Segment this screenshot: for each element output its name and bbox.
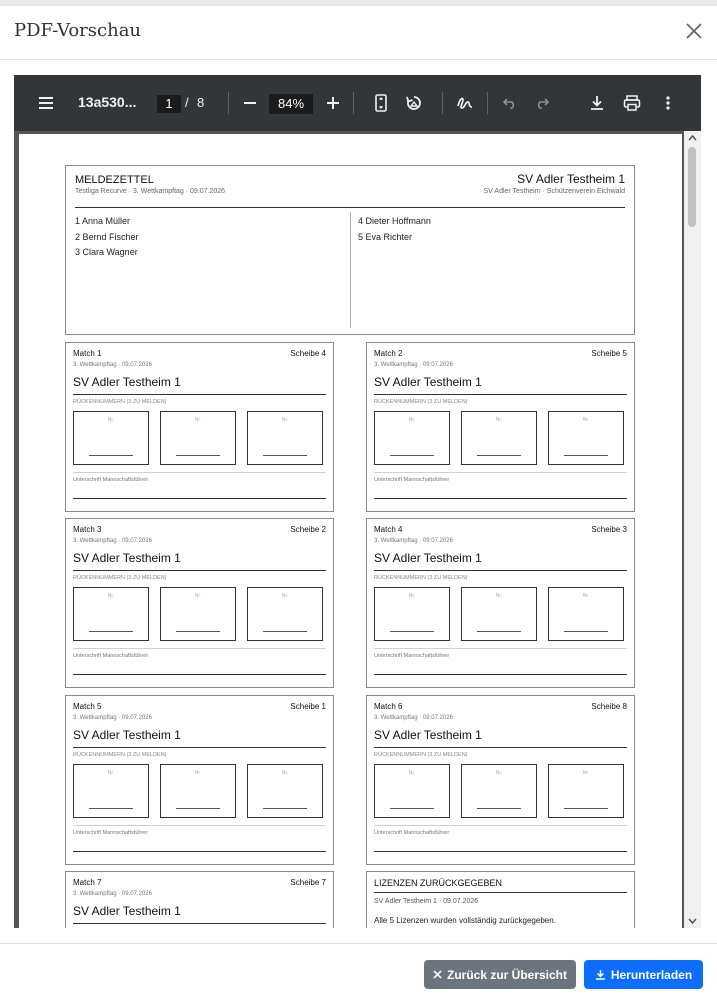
signature-line (374, 851, 627, 852)
pdf-viewer (14, 75, 701, 928)
toolbar-divider (487, 92, 488, 114)
undo-icon (503, 97, 517, 109)
divider (73, 472, 326, 473)
match-team: SV Adler Testheim 1 (73, 904, 181, 918)
divider (75, 207, 625, 208)
player-name: 3 Clara Wagner (75, 247, 138, 257)
page-total: 8 (197, 95, 205, 110)
slot-label: Nr. (582, 593, 590, 599)
page-separator: / (185, 95, 189, 110)
print-button[interactable] (621, 91, 643, 115)
match-title: Match 4 (374, 525, 403, 534)
close-icon (433, 970, 442, 979)
number-slot (374, 764, 450, 818)
match-card (366, 518, 635, 688)
match-team: SV Adler Testheim 1 (73, 551, 181, 565)
meldezettel-team: SV Adler Testheim 1 (517, 172, 625, 186)
menu-icon (38, 96, 54, 110)
signature-label: Unterschrift Mannschaftsführer (374, 653, 450, 659)
lizenzen-subtitle: SV Adler Testheim 1 · 09.07.2026 (374, 898, 479, 905)
match-team: SV Adler Testheim 1 (374, 551, 482, 565)
slot-label: Nr. (107, 770, 115, 776)
divider (374, 570, 627, 571)
redo-icon (535, 97, 549, 109)
fit-page-icon (374, 94, 388, 112)
annotate-button[interactable] (454, 91, 476, 115)
number-slot (247, 587, 323, 641)
match-title: Match 2 (374, 349, 403, 358)
slot-label: Nr. (495, 417, 503, 423)
divider (374, 648, 627, 649)
slot-label: Nr. (281, 593, 289, 599)
vertical-scrollbar[interactable] (684, 131, 701, 928)
number-slot (247, 764, 323, 818)
signature-line (73, 851, 326, 852)
divider (374, 825, 627, 826)
number-slot (548, 411, 624, 465)
match-card (65, 871, 334, 928)
toolbar-divider (442, 92, 443, 114)
player-name: 1 Anna Müller (75, 216, 131, 226)
slot-label: Nr. (495, 770, 503, 776)
scroll-up-icon[interactable] (688, 134, 697, 142)
slot-line (564, 455, 608, 456)
signature-line (73, 674, 326, 675)
slot-label: Nr. (408, 417, 416, 423)
match-subtitle: 3. Wettkampftag · 09.07.2026 (73, 891, 152, 897)
number-slot (73, 764, 149, 818)
more-button[interactable] (660, 91, 676, 115)
match-card (366, 342, 635, 512)
slot-line (390, 455, 434, 456)
document-name: 13a530... (78, 94, 137, 110)
match-card (65, 342, 334, 512)
pdf-page (19, 134, 682, 928)
slot-line (89, 455, 133, 456)
undo-button[interactable] (500, 91, 520, 115)
download-icon (590, 95, 604, 111)
slot-line (89, 631, 133, 632)
rotate-button[interactable] (403, 91, 425, 115)
print-icon (623, 95, 641, 111)
slot-label: Nr. (107, 593, 115, 599)
number-slot (160, 764, 236, 818)
number-slot (548, 764, 624, 818)
zoom-out-icon (243, 96, 257, 110)
divider (374, 394, 627, 395)
slot-label: Nr. (582, 417, 590, 423)
numbers-label: RÜCKENNUMMERN (3 ZU MELDEN) (374, 399, 468, 405)
lizenzen-box (366, 871, 635, 928)
slot-label: Nr. (281, 417, 289, 423)
signature-line (374, 674, 627, 675)
match-lane: Scheibe 7 (290, 878, 326, 887)
number-slot (461, 764, 537, 818)
match-subtitle: 3. Wettkampftag · 09.07.2026 (73, 715, 152, 721)
slot-label: Nr. (281, 770, 289, 776)
number-slot (73, 587, 149, 641)
slot-label: Nr. (582, 770, 590, 776)
signature-line (374, 498, 627, 499)
slot-line (263, 631, 307, 632)
number-slot (461, 587, 537, 641)
slot-line (89, 808, 133, 809)
match-team: SV Adler Testheim 1 (374, 375, 482, 389)
player-name: 4 Dieter Hoffmann (358, 216, 431, 226)
slot-line (564, 631, 608, 632)
page-number-input[interactable]: 1 (157, 95, 181, 113)
match-lane: Scheibe 2 (290, 525, 326, 534)
annotate-icon (456, 95, 474, 111)
slot-line (263, 808, 307, 809)
player-name: 2 Bernd Fischer (75, 231, 139, 242)
slot-line (477, 455, 521, 456)
divider (73, 648, 326, 649)
slot-line (477, 631, 521, 632)
signature-label: Unterschrift Mannschaftsführer (73, 653, 149, 659)
download-toolbar-button[interactable] (587, 91, 607, 115)
names-right (358, 214, 431, 245)
names-left (75, 214, 139, 261)
match-card (366, 695, 635, 865)
close-button[interactable] (683, 20, 705, 42)
modal-title: PDF-Vorschau (14, 20, 142, 41)
match-team: SV Adler Testheim 1 (73, 375, 181, 389)
slot-label: Nr. (194, 770, 202, 776)
slot-line (263, 455, 307, 456)
lizenzen-title: LIZENZEN ZURÜCKGEGEBEN (374, 878, 503, 888)
rotate-icon (405, 94, 423, 112)
number-slot (160, 411, 236, 465)
zoom-in-button[interactable] (323, 91, 343, 115)
numbers-label: RÜCKENNUMMERN (3 ZU MELDEN) (73, 399, 167, 405)
slot-line (564, 808, 608, 809)
match-team: SV Adler Testheim 1 (374, 728, 482, 742)
match-subtitle: 3. Wettkampftag · 09.07.2026 (73, 362, 152, 368)
slot-line (176, 631, 220, 632)
column-divider (350, 212, 351, 328)
match-title: Match 3 (73, 525, 102, 534)
divider (73, 923, 326, 924)
match-subtitle: 3. Wettkampftag · 09.07.2026 (73, 538, 152, 544)
signature-label: Unterschrift Mannschaftsführer (374, 830, 450, 836)
match-lane: Scheibe 3 (591, 525, 627, 534)
zoom-input[interactable]: 84% (269, 94, 313, 114)
download-button[interactable] (584, 960, 703, 989)
meldezettel-title: MELDEZETTEL (75, 174, 154, 186)
match-subtitle: 3. Wettkampftag · 09.07.2026 (374, 362, 453, 368)
match-card (65, 518, 334, 688)
more-icon (666, 96, 670, 110)
match-title: Match 7 (73, 878, 102, 887)
slot-line (390, 631, 434, 632)
slot-label: Nr. (495, 593, 503, 599)
menu-button[interactable] (36, 91, 56, 115)
match-subtitle: 3. Wettkampftag · 09.07.2026 (374, 715, 453, 721)
close-icon (683, 20, 705, 42)
redo-button[interactable] (532, 91, 552, 115)
numbers-label: RÜCKENNUMMERN (3 ZU MELDEN) (73, 752, 167, 758)
slot-label: Nr. (107, 417, 115, 423)
slot-line (176, 455, 220, 456)
divider (73, 570, 326, 571)
slot-label: Nr. (408, 593, 416, 599)
slot-label: Nr. (194, 593, 202, 599)
toolbar-divider (353, 92, 354, 114)
modal-header (0, 6, 717, 60)
signature-label: Unterschrift Mannschaftsführer (73, 830, 149, 836)
number-slot (374, 411, 450, 465)
number-slot (374, 587, 450, 641)
slot-line (477, 808, 521, 809)
scrollbar-thumb[interactable] (688, 147, 696, 227)
numbers-label: RÜCKENNUMMERN (3 ZU MELDEN) (73, 575, 167, 581)
divider (73, 747, 326, 748)
zoom-out-button[interactable] (240, 91, 260, 115)
toolbar-divider (228, 92, 229, 114)
match-title: Match 1 (73, 349, 102, 358)
divider (374, 747, 627, 748)
divider (73, 394, 326, 395)
meldezettel-club: SV Adler Testheim · Schützenverein Eichwald (483, 188, 625, 195)
number-slot (73, 411, 149, 465)
match-card (65, 695, 334, 865)
number-slot (160, 587, 236, 641)
lizenzen-text: Alle 5 Lizenzen wurden vollständig zurückgegeben. (374, 916, 556, 925)
signature-line (73, 498, 326, 499)
modal-footer (0, 943, 717, 999)
scroll-down-icon[interactable] (688, 917, 697, 925)
number-slot (461, 411, 537, 465)
signature-label: Unterschrift Mannschaftsführer (73, 477, 149, 483)
slot-line (390, 808, 434, 809)
match-subtitle: 3. Wettkampftag · 09.07.2026 (374, 538, 453, 544)
pdf-scroll-area[interactable] (14, 131, 701, 928)
match-lane: Scheibe 4 (290, 349, 326, 358)
match-title: Match 5 (73, 702, 102, 711)
numbers-label: RÜCKENNUMMERN (3 ZU MELDEN) (374, 575, 468, 581)
divider (374, 472, 627, 473)
download-icon (595, 969, 606, 980)
divider (374, 892, 627, 893)
meldezettel-subtitle: Testliga Recurve · 3. Wettkampftag · 09.07.2026 (75, 188, 226, 195)
match-title: Match 6 (374, 702, 403, 711)
number-slot (548, 587, 624, 641)
match-lane: Scheibe 8 (591, 702, 627, 711)
zoom-in-icon (326, 96, 340, 110)
fit-page-button[interactable] (371, 91, 391, 115)
number-slot (247, 411, 323, 465)
download-button-label: Herunterladen (610, 967, 693, 982)
match-team: SV Adler Testheim 1 (73, 728, 181, 742)
match-lane: Scheibe 5 (591, 349, 627, 358)
slot-line (176, 808, 220, 809)
signature-label: Unterschrift Mannschaftsführer (374, 477, 450, 483)
meldezettel-box (65, 165, 635, 335)
numbers-label: RÜCKENNUMMERN (3 ZU MELDEN) (374, 752, 468, 758)
back-button-label: Zurück zur Übersicht (446, 967, 568, 982)
slot-label: Nr. (408, 770, 416, 776)
player-name: 5 Eva Richter (358, 231, 413, 242)
divider (73, 825, 326, 826)
slot-label: Nr. (194, 417, 202, 423)
pdf-toolbar (14, 75, 701, 131)
back-to-overview-button[interactable] (424, 960, 576, 989)
match-lane: Scheibe 1 (290, 702, 326, 711)
